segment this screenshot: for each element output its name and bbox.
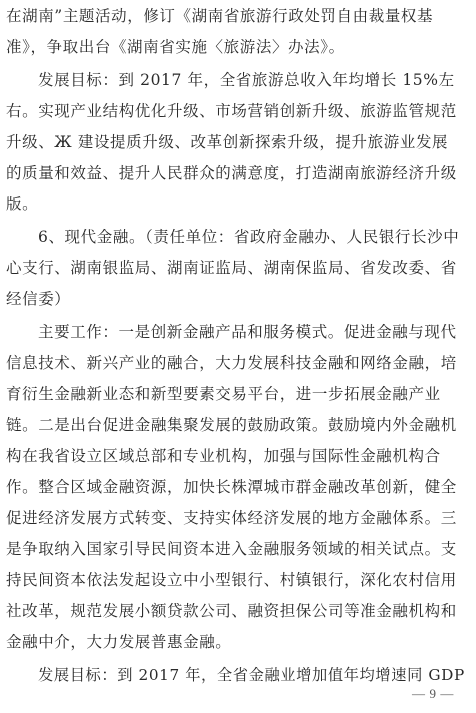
text-line: 是争取纳入国家引导民间资本进入金融服务领域的相关试点。支: [6, 540, 457, 558]
text-line: 作。整合区域金融资源，加快长株潭城市群金融改革创新，健全: [6, 478, 457, 496]
text-line: 准》，争取出台《湖南省实施〈旅游法〉办法》。: [6, 38, 345, 56]
text-line: 经信委）: [6, 290, 71, 308]
text-line: 发展目标：到 2017 年，全省金融业增加值年均增速同 GDP: [38, 666, 465, 684]
text-line: 构在我省设立区域总部和专业机构，加强与国际性金融机构合: [6, 447, 441, 465]
text-line: 促进经济发展方式转变、支持实体经济发展的地方金融体系。三: [6, 509, 457, 527]
text-line: 发展目标：到 2017 年，全省旅游总收入年均增长 15%左: [38, 71, 455, 89]
text-line: 持民间资本依法发起设立中小型银行、村镇银行，深化农村信用: [6, 571, 457, 589]
page-number: — 9 —: [412, 686, 454, 701]
text-line: 主要工作：一是创新金融产品和服务模式。促进金融与现代: [38, 323, 457, 341]
text-line: 心支行、湖南银监局、湖南证监局、湖南保监局、省发改委、省: [6, 259, 457, 277]
text-line: 链。二是出台促进金融集聚发展的鼓励政策。鼓励境内外金融机: [6, 416, 457, 434]
text-line: 升级、Ж 建设提质升级、改革创新探索升级，提升旅游业发展: [6, 133, 449, 151]
text-line: 社改革，规范发展小额贷款公司、融资担保公司等准金融机构和: [6, 602, 457, 620]
text-line: 6、现代金融。（责任单位：省政府金融办、人民银行长沙中: [38, 228, 460, 246]
text-line: 右。实现产业结构优化升级、市场营销创新升级、旅游监管规范: [6, 102, 457, 120]
text-line: 的质量和效益、提升人民群众的满意度，打造湖南旅游经济升级: [6, 164, 457, 182]
text-line: 育衍生金融新业态和新型要素交易平台，进一步拓展金融产业: [6, 385, 441, 403]
text-line: 版。: [6, 195, 39, 213]
text-line: 在湖南”主题活动，修订《湖南省旅游行政处罚自由裁量权基: [6, 7, 434, 25]
text-line: 金融中介，大力发展普惠金融。: [6, 633, 232, 651]
text-line: 信息技术、新兴产业的融合，大力发展科技金融和网络金融，培: [6, 354, 457, 372]
